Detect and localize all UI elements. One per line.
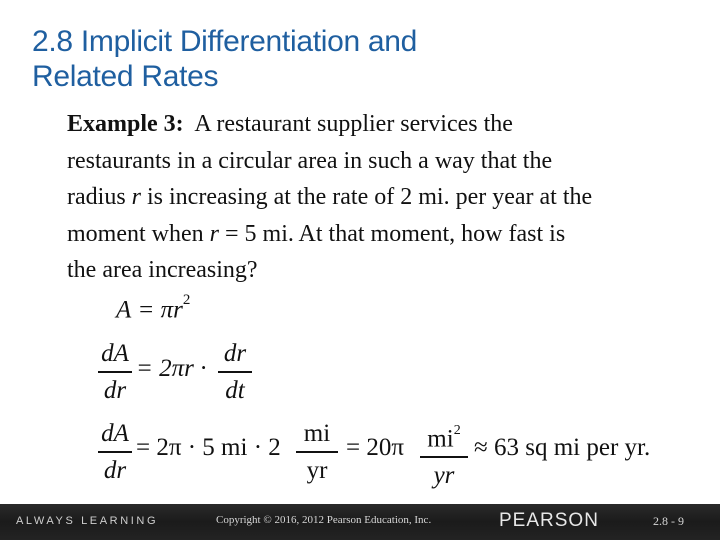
eq2-f2-num: dr — [223, 340, 247, 367]
eq1-rhs: = πr — [137, 296, 183, 324]
example-line-3b: is increasing at the rate of 2 mi. per year at the — [141, 184, 593, 210]
eq3-f1-num: dA — [101, 420, 129, 447]
eq2-f1-num: dA — [101, 340, 129, 367]
example-line-4b: = 5 mi. At that moment, how fast is — [218, 220, 566, 247]
title-line-2: Related Rates — [32, 60, 219, 93]
footer-copyright: Copyright © 2016, 2012 Pearson Education, Inc. — [216, 514, 432, 526]
footer-bar — [0, 504, 720, 540]
eq3-f2-den: yr — [306, 456, 328, 484]
eq3-frac-mi-yr — [296, 420, 338, 485]
eq2-f2-den: dt — [225, 376, 245, 404]
example-text — [67, 106, 697, 289]
example-line-2: restaurants in a circular area in such a way that the — [67, 147, 553, 174]
example-line-3a: radius — [67, 184, 132, 210]
page-number: 2.8 - 9 — [653, 514, 684, 528]
eq3-tail: ≈ 63 sq mi per yr. — [474, 434, 651, 461]
eq3-mid2: = 20π — [346, 434, 404, 461]
example-line-5: the area increasing? — [67, 257, 258, 283]
equation-area — [116, 292, 191, 324]
eq3-f3-den: yr — [433, 461, 455, 489]
eq3-f3-exp: 2 — [453, 423, 461, 438]
example-line-4a: moment when — [67, 220, 210, 247]
slide-title — [32, 24, 692, 94]
eq3-f3-num: mi — [427, 425, 454, 453]
example-line-1: A restaurant supplier services the — [194, 111, 513, 137]
eq3-frac-mi2-yr — [420, 420, 468, 490]
eq3-mid: = 2π · 5 mi · 2 — [136, 434, 281, 461]
eq2-frac-dr-dt — [218, 340, 252, 405]
eq2-frac-dA-dr — [98, 340, 132, 405]
pearson-logo: PEARSON — [499, 510, 599, 531]
title-line-1: 2.8 Implicit Differentiation and — [32, 25, 418, 58]
eq2-f1-den: dr — [103, 376, 127, 404]
eq1-exp: 2 — [182, 292, 191, 308]
eq3-frac-dA-dr — [98, 420, 132, 485]
eq3-f1-den: dr — [103, 456, 127, 484]
eq3-f2-num: mi — [303, 420, 331, 447]
example-var-r2: r — [209, 220, 219, 247]
eq1-lhs: A — [116, 296, 132, 324]
example-var-r: r — [131, 184, 141, 210]
eq2-mid: = 2πr · — [136, 355, 207, 382]
footer-tagline: ALWAYS LEARNING — [16, 515, 159, 527]
example-label: Example 3: — [67, 111, 184, 137]
